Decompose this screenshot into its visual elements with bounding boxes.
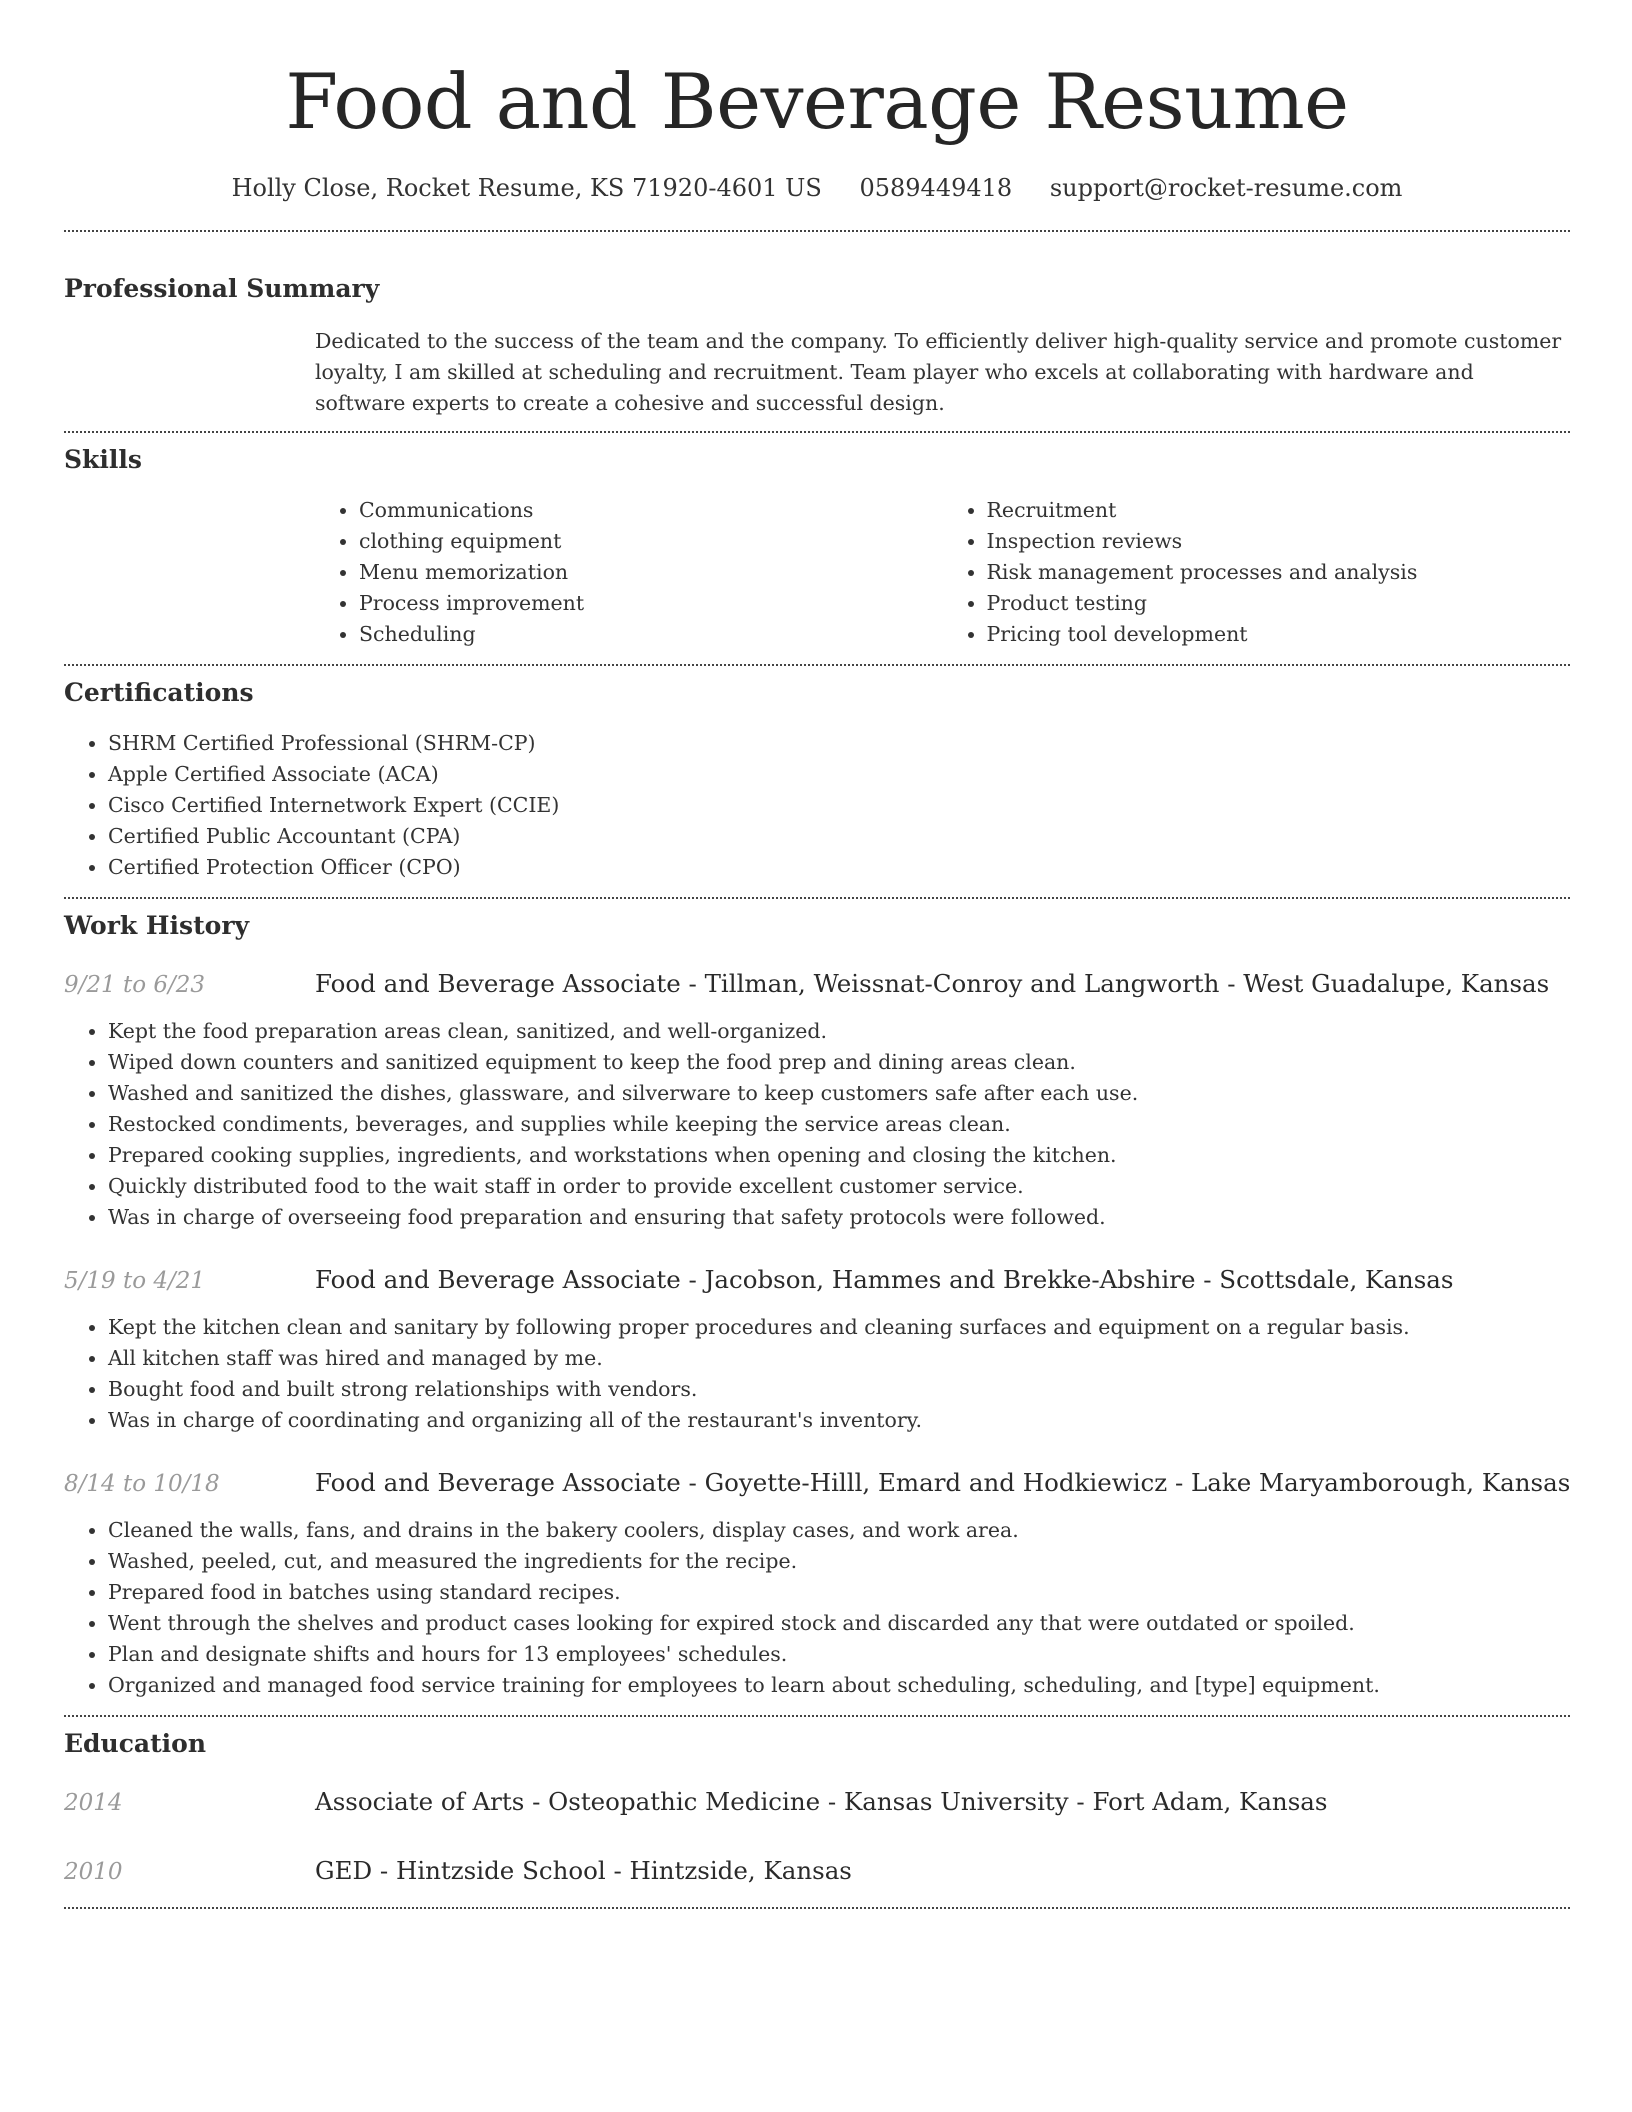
skill-item: • Risk management processes and analysis <box>987 557 1571 588</box>
job-duties <box>64 1515 1570 1701</box>
certification-item: • Certified Protection Officer (CPO) <box>108 852 1570 883</box>
job-title: Food and Beverage Associate - Jacobson, Hammes and Brekke-Abshire - Scottsdale, Kansas <box>315 1265 1454 1294</box>
job-duties <box>64 1312 1570 1436</box>
duty-item: • Plan and designate shifts and hours for 13 employees' schedules. <box>108 1639 1570 1670</box>
duty-item: • Kept the kitchen clean and sanitary by following proper procedures and cleaning surfaces and equipment on a regular basis. <box>108 1312 1570 1343</box>
work-section <box>64 909 1570 1701</box>
skills-list-right <box>943 495 1571 650</box>
education-entry <box>64 1785 1570 1820</box>
education-year: 2014 <box>64 1790 123 1816</box>
certification-item: • Certified Public Accountant (CPA) <box>108 821 1570 852</box>
skills-heading: Skills <box>64 445 142 474</box>
education-year: 2010 <box>64 1859 123 1885</box>
job-header <box>64 967 1570 1002</box>
skills-columns <box>315 495 1570 650</box>
job-title: Food and Beverage Associate - Tillman, Weissnat-Conroy and Langworth - West Guadalupe, Kansas <box>315 969 1550 998</box>
duty-item: • Restocked condiments, beverages, and supplies while keeping the service areas clean. <box>108 1109 1570 1140</box>
job-title: Food and Beverage Associate - Goyette-Hilll, Emard and Hodkiewicz - Lake Maryamborough, Kansas <box>315 1468 1571 1497</box>
divider <box>64 230 1570 232</box>
contact-address: Holly Close, Rocket Resume, KS 71920-4601 US <box>231 174 822 202</box>
certifications-section <box>64 676 1570 883</box>
job-dates: 9/21 to 6/23 <box>64 972 206 998</box>
skill-item: • Product testing <box>987 588 1571 619</box>
duty-item: • Went through the shelves and product cases looking for expired stock and discarded any that were outdated or spoiled. <box>108 1608 1570 1639</box>
duty-item: • Was in charge of overseeing food preparation and ensuring that safety protocols were followed. <box>108 1202 1570 1233</box>
skills-section <box>64 443 1570 650</box>
job-entry <box>64 1466 1570 1701</box>
job-dates: 5/19 to 4/21 <box>64 1268 206 1294</box>
certification-item: • SHRM Certified Professional (SHRM-CP) <box>108 728 1570 759</box>
summary-heading: Professional Summary <box>64 274 380 303</box>
summary-section <box>64 272 1570 419</box>
certification-item: • Cisco Certified Internetwork Expert (CCIE) <box>108 790 1570 821</box>
work-heading: Work History <box>64 911 250 940</box>
skill-item: • clothing equipment <box>359 526 943 557</box>
skill-item: • Scheduling <box>359 619 943 650</box>
skill-item: • Inspection reviews <box>987 526 1571 557</box>
skill-item: • Menu memorization <box>359 557 943 588</box>
education-heading: Education <box>64 1729 207 1758</box>
contact-email: support@rocket-resume.com <box>1049 174 1403 202</box>
duty-item: • Cleaned the walls, fans, and drains in the bakery coolers, display cases, and work area. <box>108 1515 1570 1546</box>
duty-item: • Washed, peeled, cut, and measured the ingredients for the recipe. <box>108 1546 1570 1577</box>
certifications-list <box>64 728 1570 883</box>
contact-line <box>64 168 1570 208</box>
education-entry <box>64 1854 1570 1889</box>
job-entry <box>64 1263 1570 1436</box>
skill-item: • Recruitment <box>987 495 1571 526</box>
skills-list-left <box>315 495 943 650</box>
duty-item: • All kitchen staff was hired and managed by me. <box>108 1343 1570 1374</box>
duty-item: • Organized and managed food service training for employees to learn about scheduling, scheduling, and [type] equipment. <box>108 1670 1570 1701</box>
duty-item: • Wiped down counters and sanitized equipment to keep the food prep and dining areas clean. <box>108 1047 1570 1078</box>
skill-item: • Communications <box>359 495 943 526</box>
duty-item: • Bought food and built strong relationships with vendors. <box>108 1374 1570 1405</box>
resume-page <box>64 0 1570 1909</box>
certifications-heading: Certifications <box>64 678 254 707</box>
duty-item: • Washed and sanitized the dishes, glassware, and silverware to keep customers safe after each use. <box>108 1078 1570 1109</box>
skill-item: • Pricing tool development <box>987 619 1571 650</box>
duty-item: • Quickly distributed food to the wait staff in order to provide excellent customer service. <box>108 1171 1570 1202</box>
education-section <box>64 1727 1570 1889</box>
divider <box>64 1907 1570 1909</box>
summary-text: Dedicated to the success of the team and the company. To efficiently deliver high-quality service and promote customer loyalty, I am skilled at scheduling and recruitment. Team player who excels at collaborating with hardware and software experts to create a cohesive and successful design. <box>315 329 1562 415</box>
resume-title: Food and Beverage Resume <box>285 57 1349 146</box>
divider <box>64 431 1570 433</box>
duty-item: • Kept the food preparation areas clean, sanitized, and well-organized. <box>108 1016 1570 1047</box>
duty-item: • Prepared cooking supplies, ingredients, and workstations when opening and closing the kitchen. <box>108 1140 1570 1171</box>
job-duties <box>64 1016 1570 1233</box>
divider <box>64 897 1570 899</box>
skill-item: • Process improvement <box>359 588 943 619</box>
job-entry <box>64 967 1570 1233</box>
certification-item: • Apple Certified Associate (ACA) <box>108 759 1570 790</box>
divider <box>64 1715 1570 1717</box>
education-degree: Associate of Arts - Osteopathic Medicine - Kansas University - Fort Adam, Kansas <box>315 1787 1328 1816</box>
job-header <box>64 1263 1570 1298</box>
contact-phone: 0589449418 <box>859 174 1013 202</box>
duty-item: • Prepared food in batches using standard recipes. <box>108 1577 1570 1608</box>
education-degree: GED - Hintzside School - Hintzside, Kansas <box>315 1856 852 1885</box>
duty-item: • Was in charge of coordinating and organizing all of the restaurant's inventory. <box>108 1405 1570 1436</box>
divider <box>64 664 1570 666</box>
job-header <box>64 1466 1570 1501</box>
job-dates: 8/14 to 10/18 <box>64 1471 220 1497</box>
